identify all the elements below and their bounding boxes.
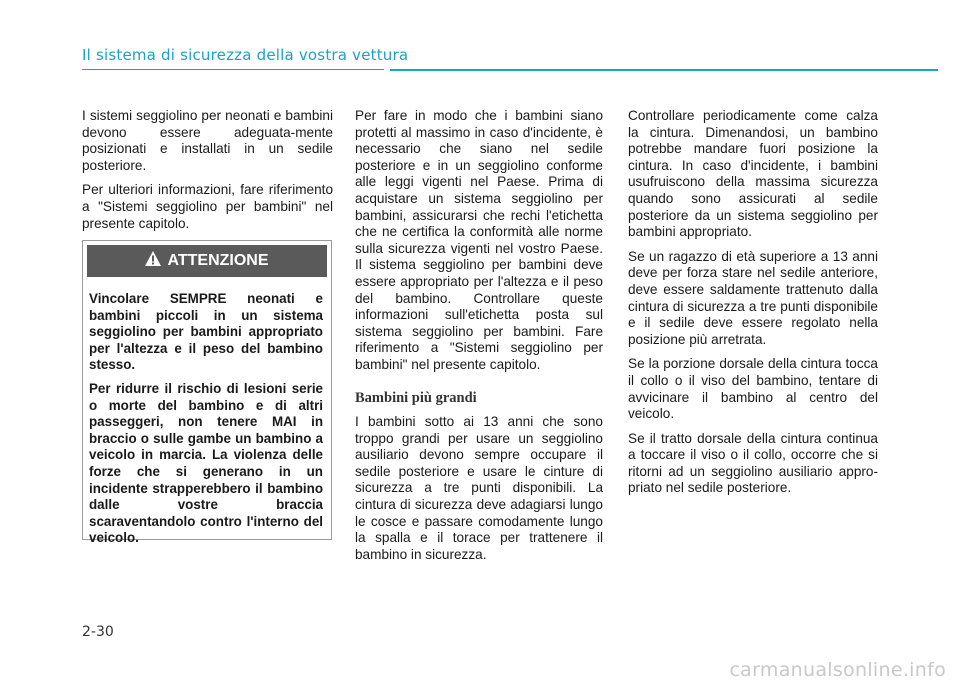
paragraph: I bambini sotto ai 13 anni che sono troppo grandi per usare un seggiolino ausiliario devono sempre occupare il sedile posteriore e usare le cinture di sicurezza a tre punti disponibili. La cintura di sicurezza deve adagiarsi lungo le cosce e passare comodamente lungo la spalla e il torace per trattenere il bambino in sicurezza. xyxy=(355,414,603,562)
page-number: 2-30 xyxy=(82,624,114,640)
section-title: Il sistema di sicurezza della vostra vettura xyxy=(82,46,409,64)
header-rule xyxy=(390,69,938,71)
warning-title: ATTENZIONE xyxy=(167,252,269,269)
warning-triangle-icon xyxy=(145,251,161,271)
warning-paragraph: Per ridurre il rischio di lesioni serie o morte del bambino e di altri passeggeri, non tenere MAI in braccio o sulle gambe un bambino a veicolo in marcia. La violenza delle forze che si generano in un incidente strapperebbero il bambino dalle vostre braccia scaraventandolo contro l'interno del veicolo. xyxy=(89,380,323,546)
paragraph: I sistemi seggiolino per neonati e bambini devono essere adeguata-mente posizionati e installati in un sedile posteriore. xyxy=(82,108,333,173)
column-1 xyxy=(82,108,333,240)
warning-paragraph: Vincolare SEMPRE neonati e bambini piccoli in un sistema seggiolino per bambini appropriato per l'altezza e il peso del bambino stesso. xyxy=(89,291,323,373)
paragraph: Controllare periodicamente come calza la cintura. Dimenandosi, un bambino potrebbe mandare fuori posizione la cintura. In caso d'incidente, i bambini usufruiscono della massima sicurezza quando sono assicurati al sedile posteriore da un sistema seggiolino per bambini appropriato. xyxy=(628,108,878,240)
warning-header xyxy=(87,245,327,277)
paragraph: Se la porzione dorsale della cintura tocca il collo o il viso del bambino, tentare di avvicinare il bambino al centro del veicolo. xyxy=(628,356,878,422)
section-heading: Bambini più grandi xyxy=(355,389,477,406)
watermark: carmanualsonline.info xyxy=(729,659,946,681)
column-2 xyxy=(355,108,603,571)
paragraph: Per fare in modo che i bambini siano protetti al massimo in caso d'incidente, è necessario che siano nel sedile posteriore e in un seggiolino conforme alle leggi vigenti nel Paese. Prima di acquistare un sistema seggiolino per bambini, assicurarsi che rechi l'etichetta che ne certifica la conformità alle norme sulla sicurezza vigenti nel vostro Paese. Il sistema seggiolino per bambini deve essere appropriato per l'altezza e il peso del bambino. Controllare queste informazioni sull'etichetta posta sul sistema seggiolino per bambini. Fare riferimento a "Sistemi seggiolino per bambini" nel presente capitolo. xyxy=(355,108,603,372)
warning-body xyxy=(83,281,331,547)
header-underline xyxy=(82,69,384,70)
paragraph: Se il tratto dorsale della cintura continua a toccare il viso o il collo, occorre che si ritorni ad un seggiolino ausiliario appro-priato nel sedile posteriore. xyxy=(628,430,878,496)
paragraph: Se un ragazzo di età superiore a 13 anni deve per forza stare nel sedile anteriore, deve essere saldamente trattenuto dalla cintura di sicurezza a tre punti disponibile e il sedile deve essere regolato nella posizione più arretrata. xyxy=(628,248,878,347)
warning-box xyxy=(82,240,332,546)
column-3 xyxy=(628,108,878,505)
paragraph: Per ulteriori informazioni, fare riferimento a "Sistemi seggiolino per bambini" nel presente capitolo. xyxy=(82,182,333,231)
